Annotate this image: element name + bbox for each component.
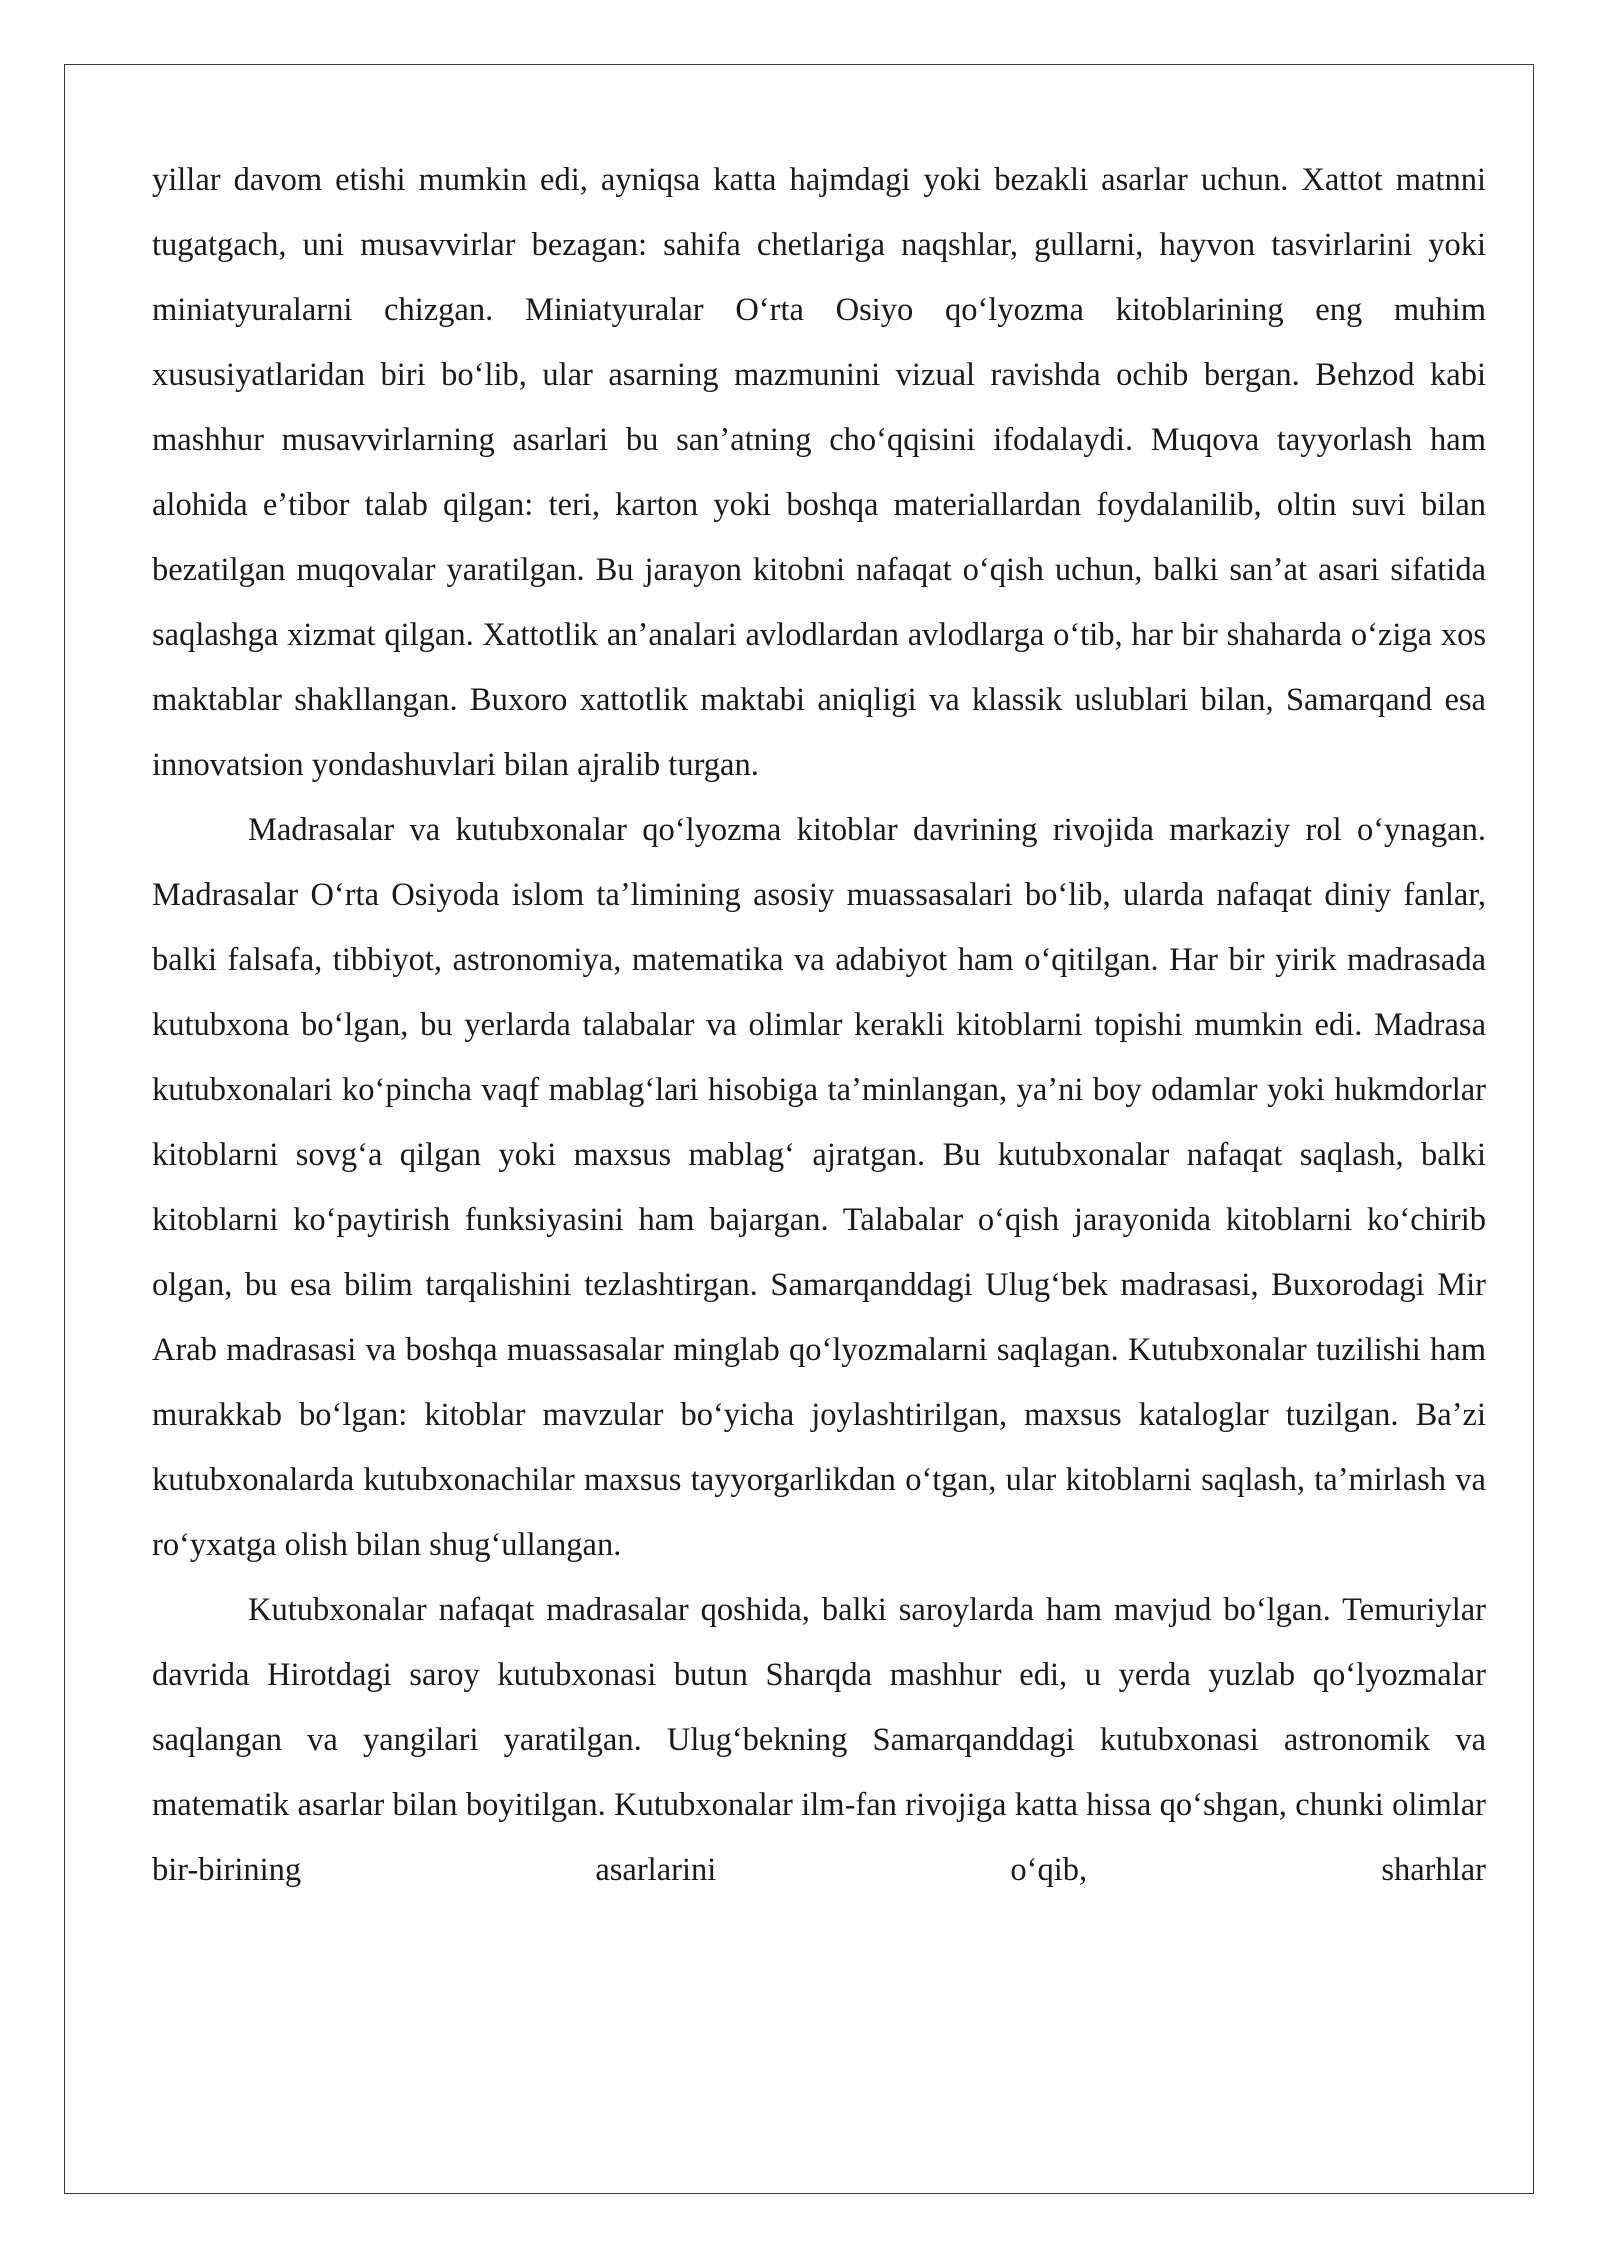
paragraph-2: Madrasalar va kutubxonalar qoʻlyozma kitoblar davrining rivojida markaziy rol oʻynagan. Madrasalar Oʻrta Osiyoda islom taʼlimining asosiy muassasalari boʻlib, ularda nafaqat diniy fanlar, balki falsafa, tibbiyot, astronomiya, matematika va adabiyot ham oʻqitilgan. Har bir yirik madrasada kutubxona boʻlgan, bu yerlarda talabalar va olimlar kerakli kitoblarni topishi mumkin edi. Madrasa kutubxonalari koʻpincha vaqf mablagʻlari hisobiga taʼminlangan, yaʼni boy odamlar yoki hukmdorlar kitoblarni sovgʻa qilgan yoki maxsus mablagʻ ajratgan. Bu kutubxonalar nafaqat saqlash, balki kitoblarni koʻpaytirish funksiyasini ham bajargan. Talabalar oʻqish jarayonida kitoblarni koʻchirib olgan, bu esa bilim tarqalishini tezlashtirgan. Samarqanddagi Ulugʻbek madrasasi, Buxorodagi Mir Arab madrasasi va boshqa muassasalar minglab qoʻlyozmalarni saqlagan. Kutubxonalar tuzilishi ham murakkab boʻlgan: kitoblar mavzular boʻyicha joylashtirilgan, maxsus kataloglar tuzilgan. Baʼzi kutubxonalarda kutubxonachilar maxsus tayyorgarlikdan oʻtgan, ular kitoblarni saqlash, taʼmirlash va roʻyxatga olish bilan shugʻullangan. <box>152 812 1486 1563</box>
paragraph-3: Kutubxonalar nafaqat madrasalar qoshida, balki saroylarda ham mavjud boʻlgan. Temuriylar davrida Hirotdagi saroy kutubxonasi butun Sharqda mashhur edi, u yerda yuzlab qoʻlyozmalar saqlangan va yangilari yaratilgan. Ulugʻbekning Samarqanddagi kutubxonasi astronomik va matematik asarlar bilan boyitilgan. Kutubxonalar ilm-fan rivojiga katta hissa qoʻshgan, chunki olimlar bir-birining asarlarini oʻqib, sharhlar <box>152 1592 1486 1888</box>
document-body <box>152 148 1486 1903</box>
paragraph-1: yillar davom etishi mumkin edi, ayniqsa katta hajmdagi yoki bezakli asarlar uchun. Xattot matnni tugatgach, uni musavvirlar bezagan: sahifa chetlariga naqshlar, gullarni, hayvon tasvirlarini yoki miniatyuralarni chizgan. Miniatyuralar Oʻrta Osiyo qoʻlyozma kitoblarining eng muhim xususiyatlaridan biri boʻlib, ular asarning mazmunini vizual ravishda ochib bergan. Behzod kabi mashhur musavvirlarning asarlari bu sanʼatning choʻqqisini ifodalaydi. Muqova tayyorlash ham alohida eʼtibor talab qilgan: teri, karton yoki boshqa materiallardan foydalanilib, oltin suvi bilan bezatilgan muqovalar yaratilgan. Bu jarayon kitobni nafaqat oʻqish uchun, balki sanʼat asari sifatida saqlashga xizmat qilgan. Xattotlik anʼanalari avlodlardan avlodlarga oʻtib, har bir shaharda oʻziga xos maktablar shakllangan. Buxoro xattotlik maktabi aniqligi va klassik uslublari bilan, Samarqand esa innovatsion yondashuvlari bilan ajralib turgan. <box>152 162 1486 783</box>
